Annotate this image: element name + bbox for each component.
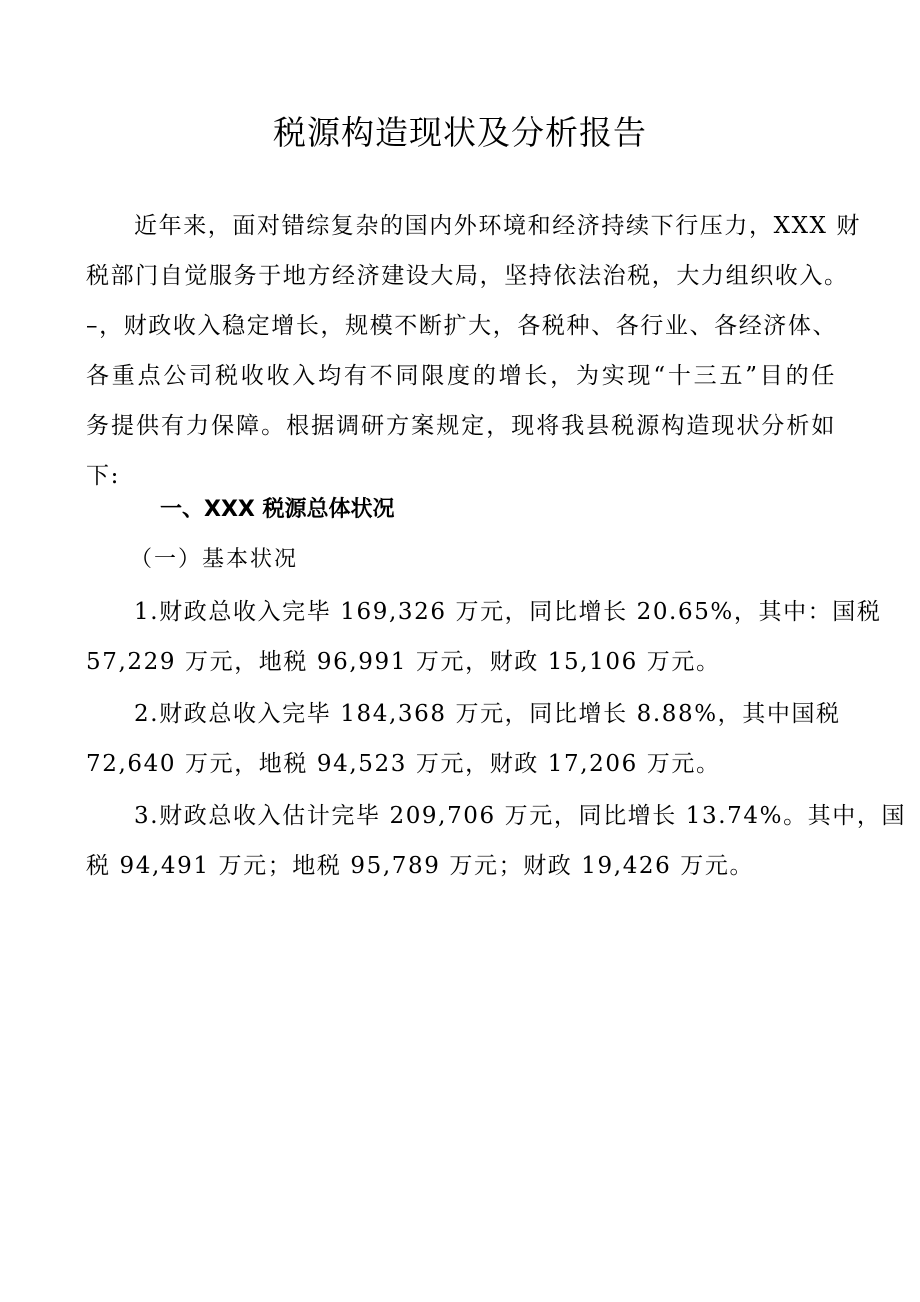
subsection-heading: （一）基本状况	[130, 547, 299, 572]
intro-line-5: 务提供有力保障。根据调研方案规定，现将我县税源构造现状分析如	[86, 413, 836, 439]
section-heading: 一、XXX 税源总体状况	[160, 497, 395, 522]
item-2-line-2: 72,640 万元，地税 94,523 万元，财政 17,206 万元。	[86, 751, 721, 777]
intro-line-3: –，财政收入稳定增长，规模不断扩大，各税种、各行业、各经济体、	[86, 313, 838, 339]
intro-line-4: 各重点公司税收收入均有不同限度的增长，为实现“十三五”目的任	[86, 363, 836, 389]
item-2-line-1: 2.财政总收入完毕 184,368 万元，同比增长 8.88%，其中国税	[134, 701, 841, 727]
item-1-line-2: 57,229 万元，地税 96,991 万元，财政 15,106 万元。	[86, 649, 721, 675]
item-3-line-2: 税 94,491 万元；地税 95,789 万元；财政 19,426 万元。	[86, 853, 755, 879]
item-3-line-1: 3.财政总收入估计完毕 209,706 万元，同比增长 13.74%。其中，国	[134, 803, 907, 829]
intro-line-6: 下:	[86, 463, 120, 489]
item-1-line-1: 1.财政总收入完毕 169,326 万元，同比增长 20.65%，其中：国税	[134, 599, 882, 625]
intro-line-1: 近年来，面对错综复杂的国内外环境和经济持续下行压力，XXX 财	[134, 213, 862, 239]
document-title: 税源构造现状及分析报告	[273, 113, 647, 152]
intro-line-2: 税部门自觉服务于地方经济建设大局，坚持依法治税，大力组织收入。	[86, 263, 849, 289]
